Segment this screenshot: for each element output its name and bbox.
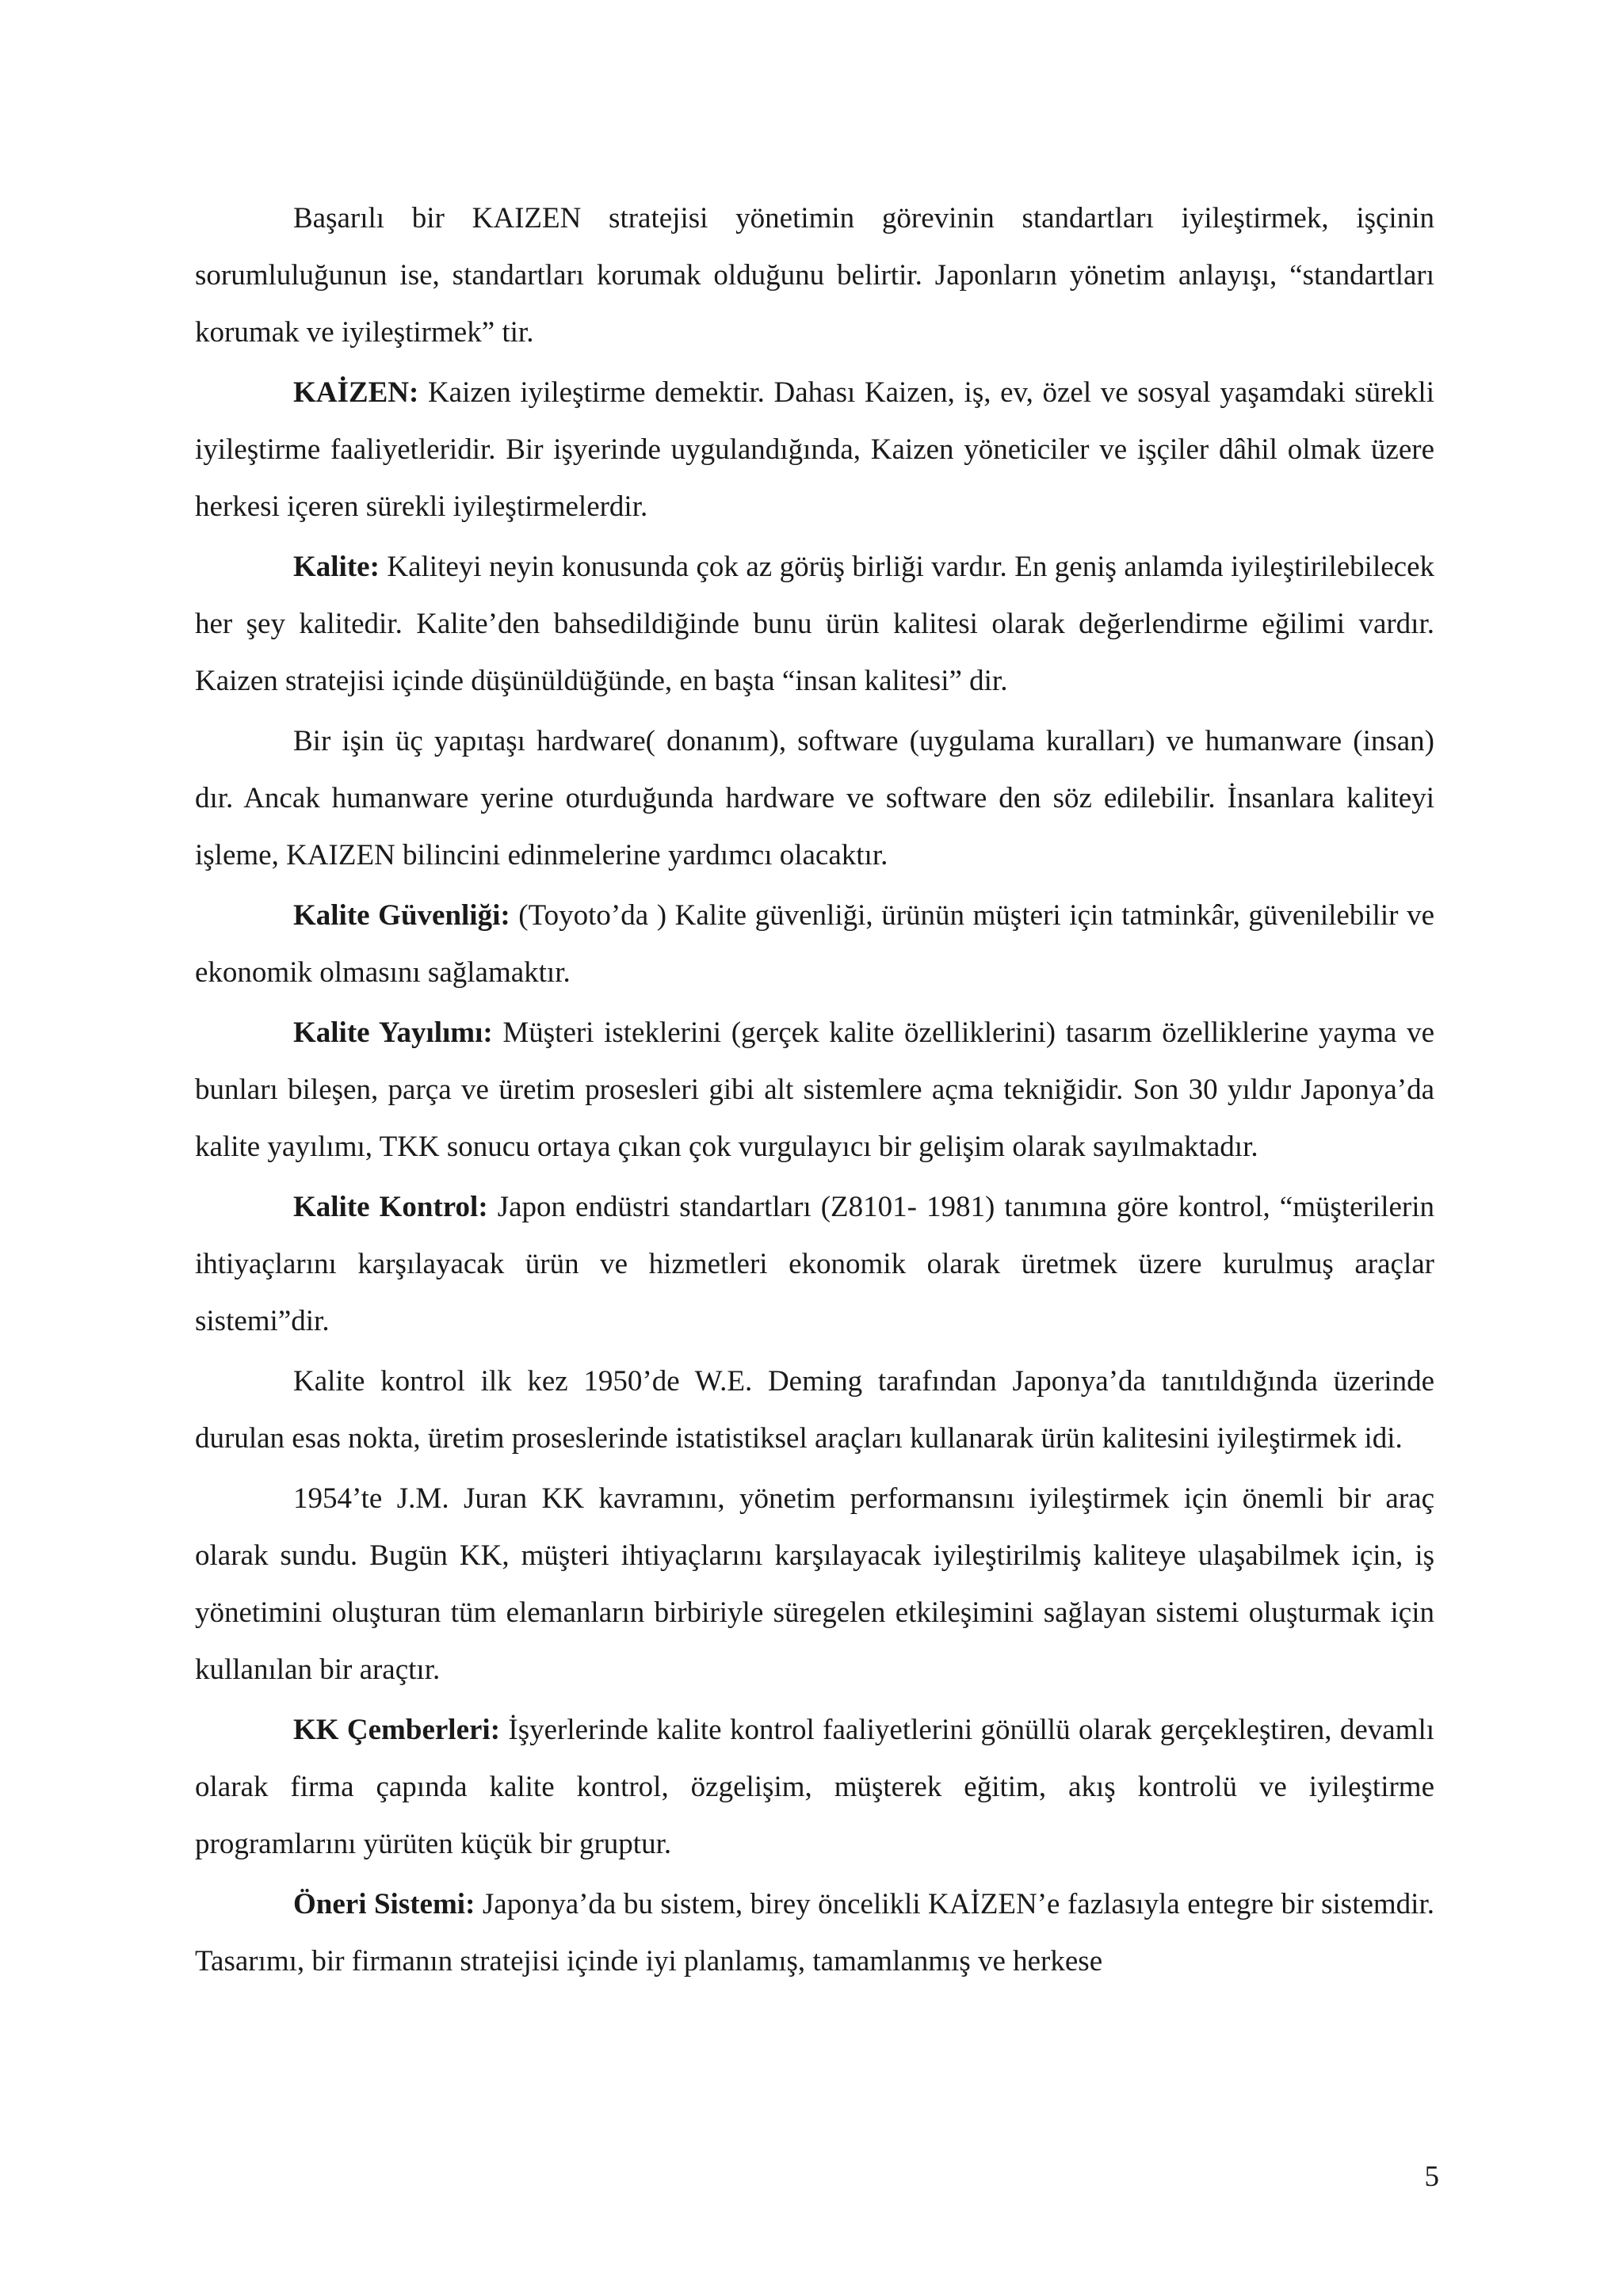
paragraph-kk-cemberleri — [195, 1702, 1434, 1873]
paragraph-text: Kalite kontrol ilk kez 1950’de W.E. Deming tarafından Japonya’da tanıtıldığında üzerinde durulan esas nokta, üretim proseslerinde istatistiksel araçları kullanarak ürün kalitesini iyileştirmek idi. — [195, 1365, 1434, 1455]
paragraph-term: Kalite Kontrol: — [293, 1191, 488, 1223]
paragraph-text: Japon endüstri standartları (Z8101- 1981) tanımına göre kontrol, “müşterilerin ihtiyaçlarını karşılayacak ürün ve hizmetleri ekonomik olarak üretmek üzere kurulmuş araçlar sistemi”dir. — [195, 1191, 1434, 1337]
paragraph-term: Kalite Yayılımı: — [293, 1016, 493, 1049]
paragraph-kalite-guvenligi — [195, 887, 1434, 1001]
paragraph-text: Bir işin üç yapıtaşı hardware( donanım), software (uygulama kuralları) ve humanware (insan) dır. Ancak humanware yerine oturduğunda hardware ve software den söz edilebilir. İnsanlara kaliteyi işleme, KAIZEN bilincini edinmelerine yardımcı olacaktır. — [195, 725, 1434, 871]
paragraph-text: 1954’te J.M. Juran KK kavramını, yönetim performansını iyileştirmek için önemli bir araç olarak sundu. Bugün KK, müşteri ihtiyaçlarını karşılayacak iyileştirilmiş kaliteye ulaşabilmek için, iş yönetimini oluşturan tüm elemanların birbiriyle süregelen etkileşimini sağlayan sistemi oluşturmak için kullanılan bir araçtır. — [195, 1482, 1434, 1686]
paragraph-text: İşyerlerinde kalite kontrol faaliyetlerini gönüllü olarak gerçekleştiren, devamlı olarak firma çapında kalite kontrol, özgelişim, müşterek eğitim, akış kontrolü ve iyileştirme programlarını yürüten küçük bir gruptur. — [195, 1714, 1435, 1860]
paragraph-juran-1954 — [195, 1470, 1434, 1699]
paragraph-kaizen-strategy — [195, 190, 1434, 361]
paragraph-oneri-sistemi — [195, 1876, 1434, 1990]
text-body — [195, 190, 1434, 1993]
paragraph-kaizen-definition — [195, 364, 1434, 536]
paragraph-text: Japonya’da bu sistem, birey öncelikli KAİZEN’e fazlasıyla entegre bir sistemdir. Tasarımı, bir firmanın stratejisi içinde iyi planlamış, tamamlanmış ve herkese — [195, 1888, 1434, 1978]
paragraph-term: Kalite: — [293, 551, 380, 583]
paragraph-text: (Toyoto’da ) Kalite güvenliği, ürünün müşteri için tatminkâr, güvenilebilir ve ekonomik olmasını sağlamaktır. — [195, 899, 1434, 989]
page-number: 5 — [1424, 2161, 1439, 2193]
paragraph-kalite-kontrol — [195, 1179, 1434, 1350]
paragraph-kalite — [195, 539, 1434, 710]
paragraph-term: Öneri Sistemi: — [293, 1888, 475, 1920]
paragraph-term: Kalite Güvenliği: — [293, 899, 510, 932]
paragraph-term: KK Çemberleri: — [293, 1714, 501, 1746]
paragraph-text: Müşteri isteklerini (gerçek kalite özelliklerini) tasarım özelliklerine yayma ve bunları bileşen, parça ve üretim prosesleri gibi alt sistemlere açma tekniğidir. Son 30 yıldır Japonya’da kalite yayılımı, TKK sonucu ortaya çıkan çok vurgulayıcı bir gelişim olarak sayılmaktadır. — [195, 1016, 1435, 1163]
paragraph-text: Kaizen iyileştirme demektir. Dahası Kaizen, iş, ev, özel ve sosyal yaşamdaki sürekli iyileştirme faaliyetleridir. Bir işyerinde uygulandığında, Kaizen yöneticiler ve işçiler dâhil olmak üzere herkesi içeren sürekli iyileştirmelerdir. — [195, 376, 1434, 523]
paragraph-kalite-yayilimi — [195, 1005, 1434, 1176]
paragraph-text: Kaliteyi neyin konusunda çok az görüş birliği vardır. En geniş anlamda iyileştirilebilecek her şey kalitedir. Kalite’den bahsedildiğinde bunu ürün kalitesi olarak değerlendirme eğilimi vardır. Kaizen stratejisi içinde düşünüldüğünde, en başta “insan kalitesi” dir. — [195, 551, 1434, 697]
paragraph-deming-1950 — [195, 1353, 1434, 1467]
paragraph-text: Başarılı bir KAIZEN stratejisi yönetimin görevinin standartları iyileştirmek, işçinin sorumluluğunun ise, standartları korumak olduğunu belirtir. Japonların yönetim anlayışı, “standartları korumak ve iyileştirmek” tir. — [195, 202, 1434, 349]
paragraph-term: KAİZEN: — [293, 376, 419, 409]
paragraph-hardware-software-humanware — [195, 713, 1434, 884]
